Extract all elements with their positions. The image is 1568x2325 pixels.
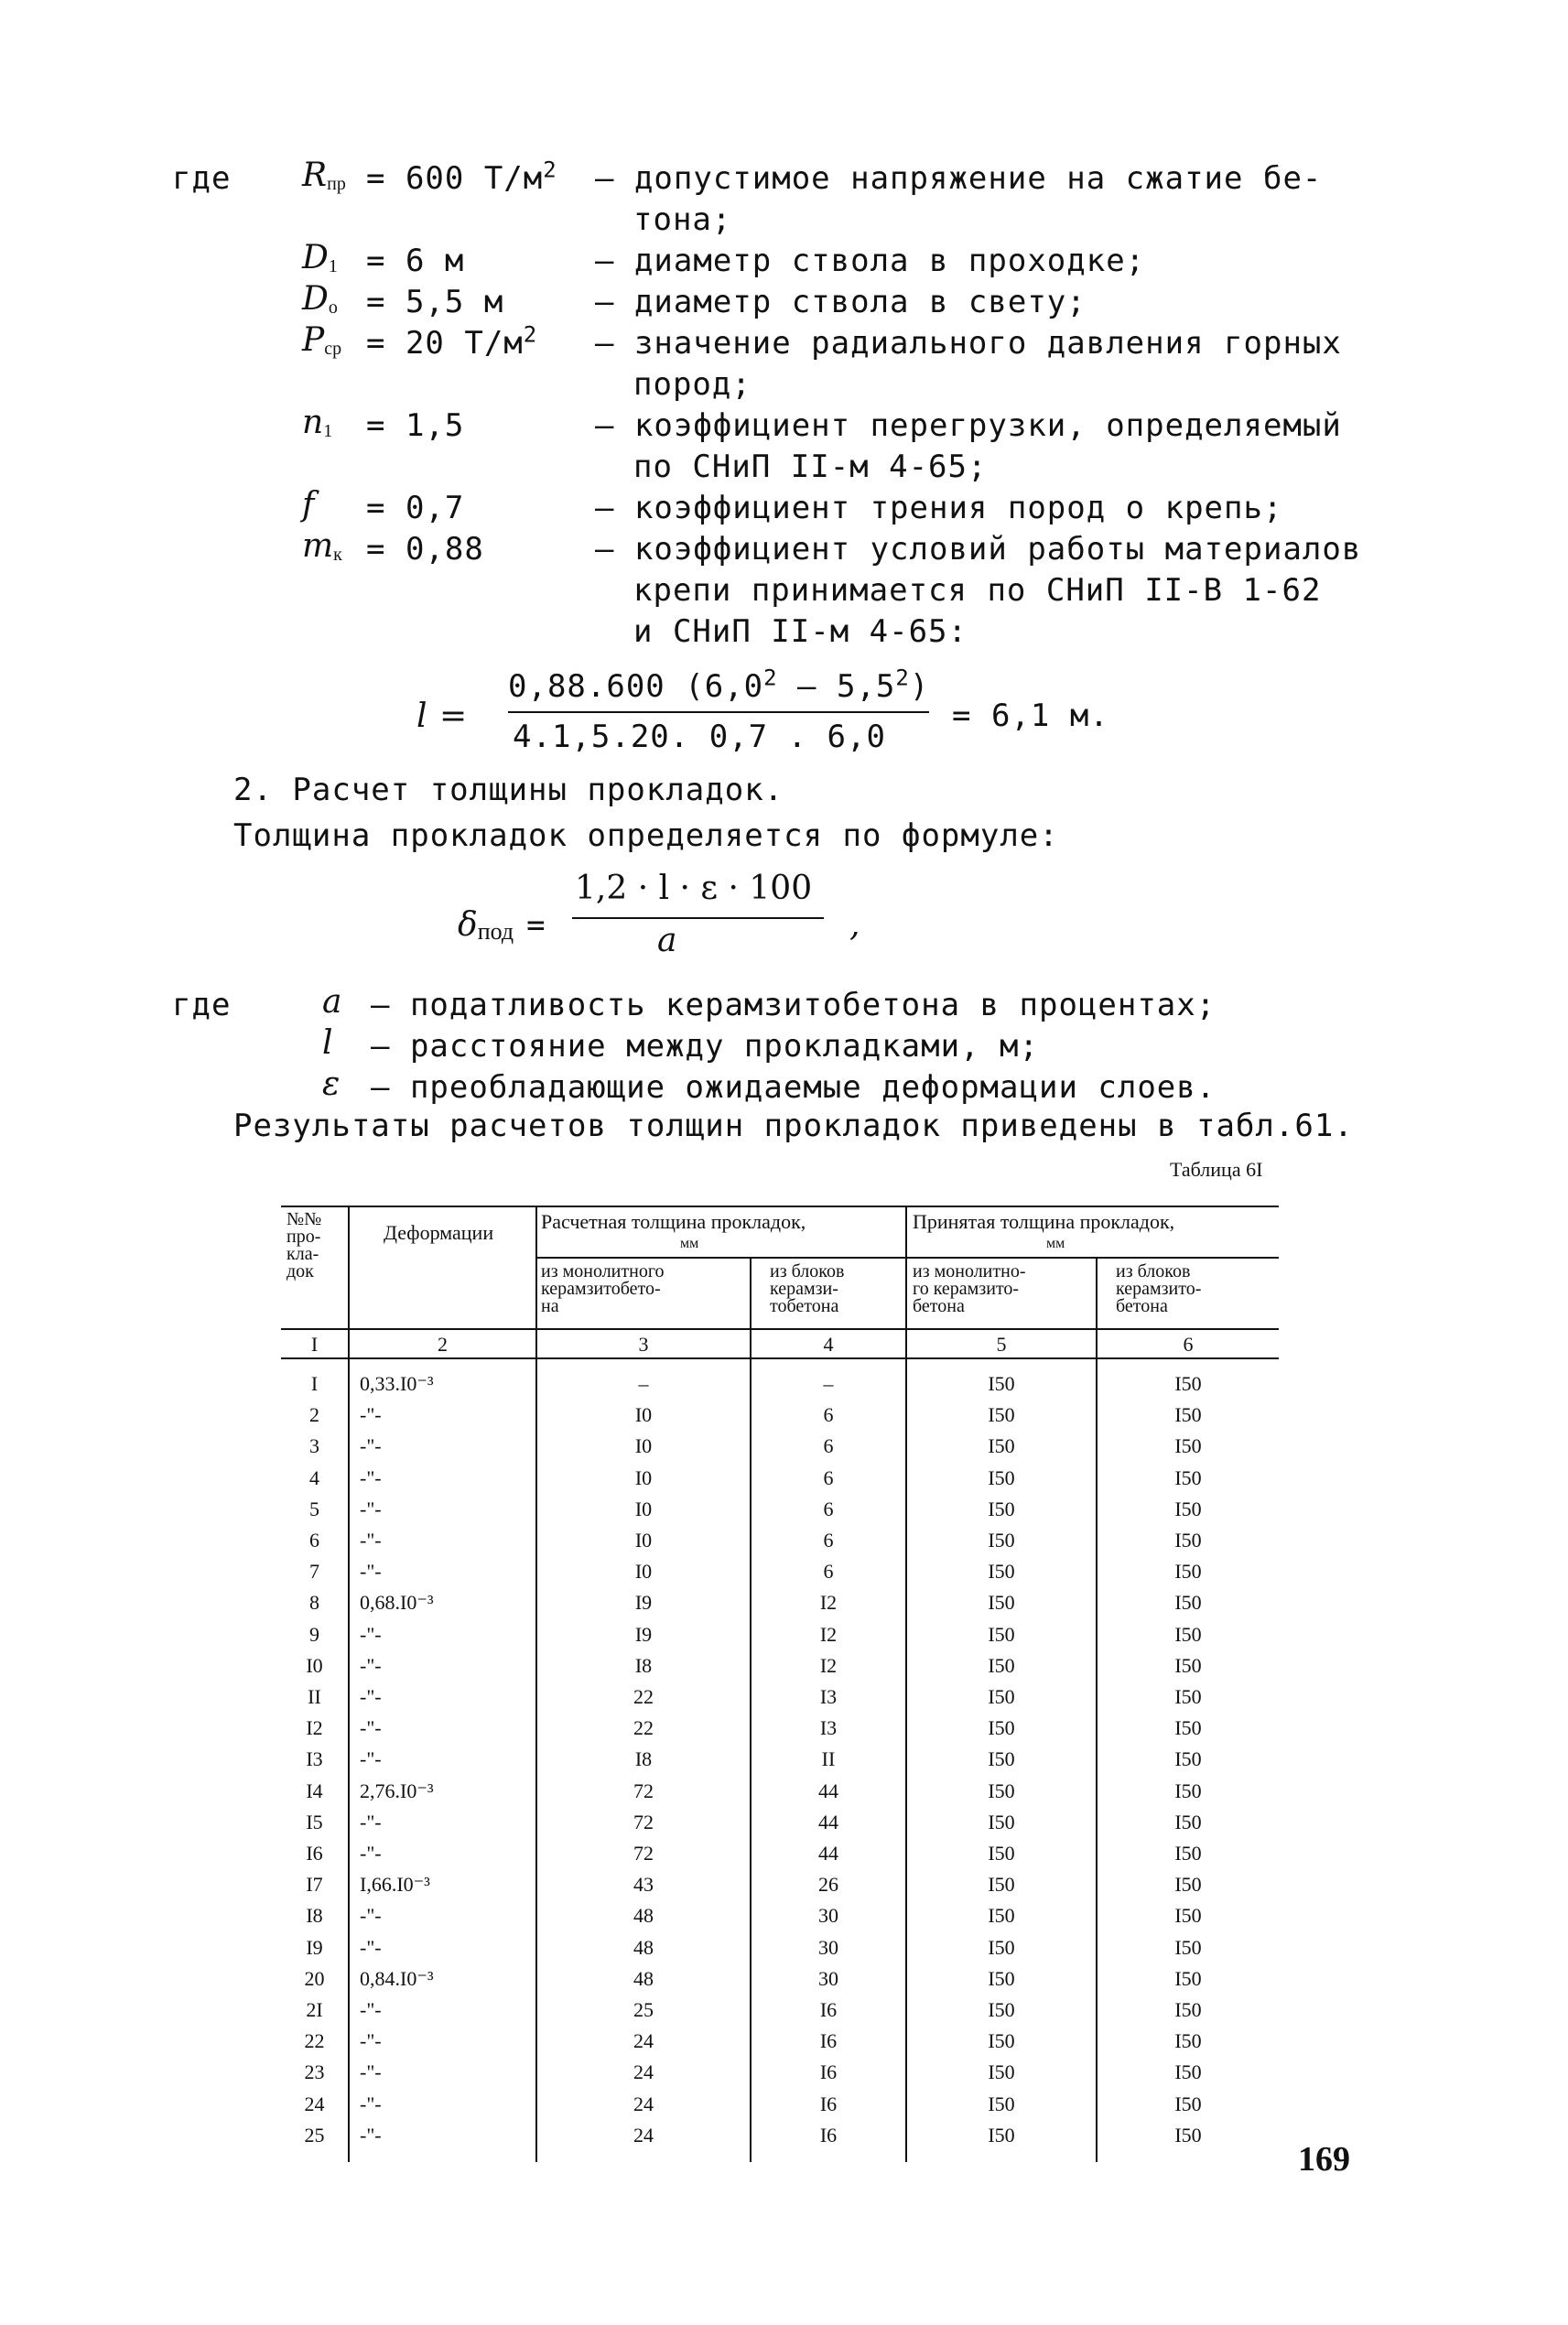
table-cell-col6: I50 [1174, 1653, 1202, 1677]
table-cell-col2: -"- [360, 1842, 382, 1865]
table-cell-col6: I50 [1174, 2123, 1202, 2147]
table-cell-col1: I7 [306, 1873, 323, 1897]
table-cell-col5: I50 [988, 1779, 1015, 1802]
colnum-4: 4 [823, 1333, 834, 1356]
table-cell-col6: I50 [1174, 1779, 1202, 1802]
table-cell-col4: I6 [819, 2060, 838, 2084]
table-cell-col3: I0 [634, 1403, 653, 1427]
table-cell-col6: I50 [1174, 1810, 1202, 1833]
table-cell-col4: 6 [823, 1560, 834, 1584]
def-text-6-cont-2: и СНиП II-м 4-65: [633, 613, 968, 650]
colnum-6: 6 [1183, 1333, 1194, 1356]
table-cell-col6: I50 [1174, 1497, 1202, 1520]
def-text-0-cont-1: тона; [633, 201, 732, 238]
formula-delta-fraction-bar [572, 917, 824, 919]
table-cell-col4: I3 [819, 1716, 838, 1740]
def-text-1: – диаметр ствола в проходке; [595, 243, 1146, 279]
table-cell-col1: I4 [306, 1779, 323, 1802]
colnum-1: I [310, 1333, 319, 1356]
table-cell-col1: 23 [304, 2060, 325, 2084]
var-symbol-0: a [322, 983, 342, 1021]
table-cell-col1: I6 [306, 1842, 323, 1865]
table-cell-col6: I50 [1174, 1685, 1202, 1708]
table-cell-col4: 6 [823, 1434, 834, 1458]
table-cell-col6: I50 [1174, 1560, 1202, 1584]
table-cell-col2: -"- [360, 1465, 382, 1489]
table-cell-col4: I2 [819, 1622, 838, 1646]
table-cell-col4: 6 [823, 1529, 834, 1552]
table-cell-col1: I5 [306, 1810, 323, 1833]
section2-intro: Толщина прокладок определяется по формуле: [233, 817, 1059, 854]
table-cell-col5: I50 [988, 1842, 1015, 1865]
table-cell-col1: 20 [304, 1966, 325, 1990]
def-text-3-cont-1: пород; [633, 366, 752, 403]
table-cell-col5: I50 [988, 1904, 1015, 1928]
table-cell-col6: I50 [1174, 1372, 1202, 1395]
colnum-2: 2 [438, 1333, 448, 1356]
def-text-3: – значение радиального давления горных [595, 325, 1342, 362]
table-cell-col6: I50 [1174, 1966, 1202, 1990]
header-group1-unit: мм [680, 1236, 699, 1251]
table-cell-col2: -"- [360, 1653, 382, 1677]
table-cell-col1: 9 [309, 1622, 319, 1646]
table-cell-col6: I50 [1174, 1591, 1202, 1615]
table-cell-col6: I50 [1174, 1998, 1202, 2021]
formula-delta-tail: , [849, 906, 860, 944]
where-label-2: где [172, 987, 232, 1023]
table-cell-col2: 0,33.I0⁻³ [360, 1372, 434, 1395]
table-cell-col4: I3 [819, 1685, 838, 1708]
table-cell-col5: I50 [988, 2029, 1015, 2053]
table-cell-col5: I50 [988, 1966, 1015, 1990]
table-cell-col3: 48 [633, 1935, 654, 1959]
table-cell-col4: 26 [818, 1873, 838, 1897]
table-cell-col4: 30 [818, 1935, 838, 1959]
table-cell-col5: I50 [988, 1560, 1015, 1584]
def-text-5: – коэффициент трения пород о крепь; [595, 490, 1283, 526]
formula-delta-denominator: a [657, 922, 677, 959]
header-group2: Принятая толщина прокладок, [913, 1210, 1175, 1233]
table-cell-col2: -"- [360, 1716, 382, 1740]
formula-l-lhs: l = [416, 698, 469, 735]
table-cell-col4: I2 [819, 1653, 838, 1677]
def-text-2: – диаметр ствола в свету; [595, 284, 1087, 320]
table-cell-col6: I50 [1174, 2029, 1202, 2053]
def-symbol-3: $P_{ср}$ [302, 321, 342, 360]
formula-l-fraction-bar [508, 711, 929, 713]
def-value-5: = 0,7 [366, 490, 465, 526]
table-cell-col1: 7 [309, 1560, 319, 1584]
thickness-table [281, 1206, 1279, 2162]
formula-l-numerator: 0,88.600 $(6,0^2 - 5,5^2)$ [508, 665, 930, 705]
table-cell-col3: 43 [633, 1873, 654, 1897]
table-cell-col1: 5 [309, 1497, 319, 1520]
table-cell-col3: I8 [634, 1747, 653, 1771]
def-value-1: = 6 м [366, 243, 465, 279]
def-symbol-5: f [302, 486, 315, 524]
table-cell-col5: I50 [988, 2123, 1015, 2147]
table-cell-col2: -"- [360, 1685, 382, 1708]
table-cell-col1: 24 [304, 2092, 325, 2115]
table-cell-col4: 44 [818, 1842, 838, 1865]
table-cell-col5: I50 [988, 1434, 1015, 1458]
table-cell-col5: I50 [988, 2060, 1015, 2084]
table-cell-col4: I2 [819, 1591, 838, 1615]
table-cell-col4: I6 [819, 2092, 838, 2115]
table-cell-col2: 2,76.I0⁻³ [360, 1779, 434, 1802]
table-cell-col2: 0,84.I0⁻³ [360, 1966, 434, 1990]
table-cell-col1: 25 [304, 2123, 325, 2147]
var-symbol-1: l [322, 1024, 333, 1062]
def-symbol-4: $n_1$ [302, 404, 333, 442]
def-symbol-1: $D_1$ [302, 239, 338, 277]
table-cell-col3: 24 [633, 2123, 654, 2147]
table-cell-col3: I0 [634, 1434, 653, 1458]
table-cell-col3: I9 [634, 1591, 653, 1615]
table-cell-col5: I50 [988, 1497, 1015, 1520]
table-cell-col6: I50 [1174, 1622, 1202, 1646]
header-group1: Расчетная толщина прокладок, [541, 1210, 806, 1233]
table-cell-col1: I0 [306, 1653, 323, 1677]
table-cell-col3: I0 [634, 1560, 653, 1584]
table-cell-col3: – [638, 1372, 649, 1395]
table-cell-col5: I50 [988, 1716, 1015, 1740]
table-cell-col4: 30 [818, 1966, 838, 1990]
table-cell-col2: -"- [360, 1529, 382, 1552]
table-cell-col2: -"- [360, 1434, 382, 1458]
table-cell-col6: I50 [1174, 1747, 1202, 1771]
table-cell-col1: I [310, 1372, 319, 1395]
table-cell-col4: 44 [818, 1779, 838, 1802]
table-cell-col5: I50 [988, 1403, 1015, 1427]
table-cell-col2: -"- [360, 2092, 382, 2115]
table-cell-col3: I0 [634, 1497, 653, 1520]
table-caption: Таблица 6I [1170, 1158, 1263, 1181]
table-cell-col2: -"- [360, 1935, 382, 1959]
header-col5: из монолитно- го керамзито- бетона [913, 1261, 1026, 1316]
table-cell-col3: I9 [634, 1622, 653, 1646]
def-text-6-cont-1: крепи принимается по СНиП II-B 1-62 [633, 572, 1322, 609]
header-col2: Деформации [384, 1221, 494, 1244]
table-cell-col1: II [308, 1685, 321, 1708]
formula-l-denominator: 4.1,5.20. 0,7 . 6,0 [513, 719, 886, 755]
table-cell-col5: I50 [988, 1529, 1015, 1552]
table-cell-col5: I50 [988, 1810, 1015, 1833]
table-cell-col6: I50 [1174, 1403, 1202, 1427]
table-cell-col4: II [821, 1747, 836, 1771]
table-cell-col2: -"- [360, 1904, 382, 1928]
table-cell-col1: 4 [309, 1465, 319, 1489]
table-cell-col5: I50 [988, 1935, 1015, 1959]
def-value-0: = 600 $Т/м^2$ [366, 157, 557, 197]
var-text-2: – преобладающие ожидаемые деформации слоев. [371, 1069, 1217, 1106]
table-cell-col3: 22 [633, 1685, 654, 1708]
table-cell-col3: 72 [633, 1779, 654, 1802]
table-cell-col2: -"- [360, 1560, 382, 1584]
table-cell-col4: 6 [823, 1497, 834, 1520]
table-cell-col5: I50 [988, 1685, 1015, 1708]
formula-l-result: = 6,1 м. [952, 698, 1109, 734]
header-col3: из монолитного керамзитобето- на [541, 1261, 665, 1316]
def-value-4: = 1,5 [366, 407, 465, 444]
table-cell-col1: 6 [309, 1529, 319, 1552]
def-symbol-0: $R_{пр}$ [302, 157, 346, 195]
var-text-1: – расстояние между прокладками, м; [371, 1028, 1039, 1065]
header-col1: №№ про- кла- док [287, 1209, 322, 1281]
table-cell-col5: I50 [988, 1591, 1015, 1615]
table-cell-col3: I0 [634, 1529, 653, 1552]
table-cell-col2: 0,68.I0⁻³ [360, 1591, 434, 1615]
table-cell-col3: 24 [633, 2060, 654, 2084]
table-cell-col3: 48 [633, 1966, 654, 1990]
table-cell-col5: I50 [988, 1372, 1015, 1395]
table-cell-col3: 72 [633, 1810, 654, 1833]
def-value-3: = 20 $Т/м^2$ [366, 321, 538, 362]
table-cell-col5: I50 [988, 1465, 1015, 1489]
header-group2-unit: мм [1046, 1236, 1065, 1251]
table-cell-col5: I50 [988, 1998, 1015, 2021]
def-text-4-cont-1: по СНиП II-м 4-65; [633, 449, 988, 485]
table-cell-col3: 24 [633, 2092, 654, 2115]
var-text-0: – податливость керамзитобетона в процентах; [371, 987, 1217, 1023]
table-cell-col5: I50 [988, 1747, 1015, 1771]
table-cell-col2: -"- [360, 2029, 382, 2053]
table-cell-col2: -"- [360, 1998, 382, 2021]
table-cell-col1: 8 [309, 1591, 319, 1615]
table-cell-col2: -"- [360, 2123, 382, 2147]
table-cell-col4: 6 [823, 1403, 834, 1427]
table-cell-col3: 48 [633, 1904, 654, 1928]
table-cell-col2: -"- [360, 1497, 382, 1520]
table-cell-col5: I50 [988, 1873, 1015, 1897]
def-text-4: – коэффициент перегрузки, определяемый [595, 407, 1342, 444]
table-cell-col6: I50 [1174, 2060, 1202, 2084]
table-top-rule [281, 1206, 1279, 1207]
def-value-6: = 0,88 [366, 531, 484, 568]
where-label-1: где [172, 160, 232, 197]
table-cell-col6: I50 [1174, 1935, 1202, 1959]
table-cell-col1: I8 [306, 1904, 323, 1928]
table-cell-col4: I6 [819, 2029, 838, 2053]
def-value-2: = 5,5 м [366, 284, 504, 320]
table-cell-col4: – [823, 1372, 834, 1395]
table-cell-col5: I50 [988, 2092, 1015, 2115]
def-symbol-2: $D_о$ [302, 280, 338, 319]
table-cell-col3: I8 [634, 1653, 653, 1677]
table-cell-col2: -"- [360, 2060, 382, 2084]
colnum-3: 3 [638, 1333, 649, 1356]
table-cell-col3: 25 [633, 1998, 654, 2021]
def-text-0: – допустимое напряжение на сжатие бе- [595, 160, 1323, 197]
table-cell-col1: 2I [306, 1998, 323, 2021]
table-cell-col5: I50 [988, 1622, 1015, 1646]
table-cell-col1: 22 [304, 2029, 325, 2053]
table-cell-col6: I50 [1174, 1465, 1202, 1489]
var-symbol-2: ε [322, 1065, 341, 1103]
header-col6: из блоков керамзито- бетона [1116, 1261, 1202, 1316]
formula-delta-numerator: 1,2 · l · ε · 100 [575, 870, 813, 907]
table-subgroup-rule [537, 1257, 1279, 1259]
table-cell-col6: I50 [1174, 1434, 1202, 1458]
table-cell-col1: 3 [309, 1434, 319, 1458]
table-cell-col4: I6 [819, 2123, 838, 2147]
table-cell-col1: I2 [306, 1716, 323, 1740]
table-cell-col1: I9 [306, 1935, 323, 1959]
table-cell-col6: I50 [1174, 1529, 1202, 1552]
table-cell-col4: I6 [819, 1998, 838, 2021]
table-cell-col2: I,66.I0⁻³ [360, 1873, 430, 1897]
table-cell-col6: I50 [1174, 2092, 1202, 2115]
table-cell-col6: I50 [1174, 1873, 1202, 1897]
table-cell-col2: -"- [360, 1622, 382, 1646]
table-cell-col6: I50 [1174, 1904, 1202, 1928]
table-cell-col4: 44 [818, 1810, 838, 1833]
table-cell-col3: 22 [633, 1716, 654, 1740]
page-number: 169 [1298, 2140, 1350, 2179]
table-cell-col2: -"- [360, 1810, 382, 1833]
table-cell-col1: 2 [309, 1403, 319, 1427]
table-cell-col2: -"- [360, 1747, 382, 1771]
table-cell-col6: I50 [1174, 1716, 1202, 1740]
results-sentence: Результаты расчетов толщин прокладок приведены в табл.61. [233, 1108, 1354, 1144]
colnum-5: 5 [996, 1333, 1007, 1356]
table-cell-col5: I50 [988, 1653, 1015, 1677]
table-cell-col6: I50 [1174, 1842, 1202, 1865]
table-cell-col4: 6 [823, 1465, 834, 1489]
table-cell-col2: -"- [360, 1403, 382, 1427]
formula-delta-lhs: $\delta_{под}$ = [458, 906, 546, 946]
table-cell-col4: 30 [818, 1904, 838, 1928]
section2-heading: 2. Расчет толщины прокладок. [233, 772, 784, 808]
header-col4: из блоков керамзи- тобетона [770, 1261, 845, 1316]
table-cell-col3: I0 [634, 1465, 653, 1489]
def-symbol-6: $m_к$ [302, 527, 342, 566]
table-cell-col1: I3 [306, 1747, 323, 1771]
def-text-6: – коэффициент условий работы материалов [595, 531, 1362, 568]
table-cell-col3: 72 [633, 1842, 654, 1865]
table-cell-col3: 24 [633, 2029, 654, 2053]
